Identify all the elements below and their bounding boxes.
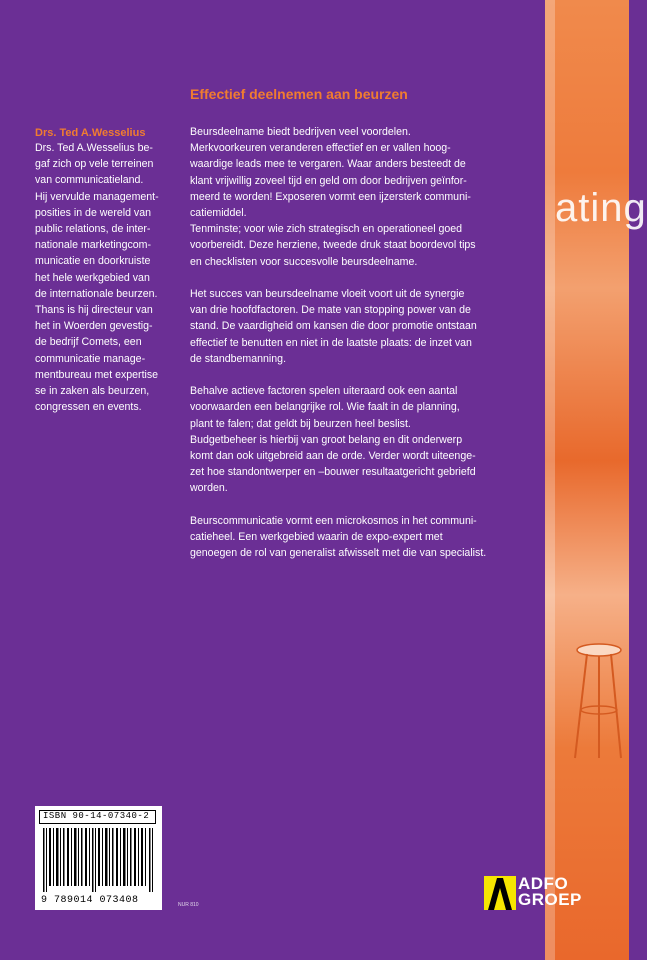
cover-photo-strip (545, 0, 647, 960)
blurb-paragraph-3: Behalve actieve factoren spelen uiteraard ook een aantal voorwaarden een belangrijke rol. Wie faalt in de planning, plant te falen; dat geldt bij beurzen heel beslist. Budgetbeheer is hierbij van groot belang en dit onderwerp komt dan ook uitgebreid aan de orde. Verder wordt uiteenge- zet hoe standontwerper en –bouwer resultaatgericht gebriefd worden. (190, 385, 476, 495)
author-name: Drs. Ted A.Wesselius (35, 127, 146, 139)
publisher-name-line1: ADFO (518, 874, 569, 893)
publisher-logo (484, 876, 584, 910)
publisher-logo-mark (484, 876, 516, 910)
photo-highlight (545, 0, 555, 960)
barcode-box (35, 806, 162, 910)
logo-a-icon (484, 876, 516, 910)
barcode-bars (41, 828, 156, 892)
book-title: Effectief deelnemen aan beurzen (190, 86, 408, 102)
author-bio: Drs. Ted A.Wesselius be- gaf zich op vele terreinen van communicatieland. Hij vervulde management- posities in de wereld van public relations, de inter- nationale marketingcom- municatie en doorkruiste het hele werkgebied van de internationale beurzen. Thans is hij directeur van het in Woerden gevestig- de bedrijf Comets, een communicatie manage- mentbureau met expertise se in zaken als beurzen, congressen en events. (35, 142, 159, 414)
barcode-digits: 9 789014 073408 (41, 895, 139, 906)
blurb (190, 124, 545, 578)
blurb-paragraph-1: Beursdeelname biedt bedrijven veel voordelen. Merkvoorkeuren veranderen effectief en er vallen hoog- waardige leads mee te vergaren. Waar anders besteedt de klant vrijwillig zoveel tijd en geld om door bedrijven geïnfor- meerd te worden! Exposeren vormt een ijzersterk communi- catiemiddel. Tenminste; voor wie zich strategisch en operationeel goed voorbereidt. Deze herziene, tweede druk staat boordevol tips en checklisten voor succesvolle beursdeelname. (190, 126, 476, 268)
isbn-number: ISBN 90-14-07340-2 (43, 811, 150, 821)
publisher-name-line2: GROEP (518, 890, 582, 909)
blurb-paragraph-2: Het succes van beursdeelname vloeit voort uit de synergie van drie hoofdfactoren. De mate van stopping power van de stand. De vaardigheid om kansen die door promotie ontstaan effectief te benutten en niet in de laatste plaats: de inzet van de standbemanning. (190, 288, 477, 365)
nur-code: NUR 810 (178, 902, 199, 908)
stool-image (567, 640, 623, 760)
blurb-paragraph-4: Beurscommunicatie vormt een microkosmos in het communi- catieheel. Een werkgebied waarin de expo-expert met genoegen de rol van generalist afwisselt met die van specialist. (190, 514, 487, 560)
publisher-name (518, 876, 582, 908)
photo-sign-text: ating (555, 186, 647, 230)
